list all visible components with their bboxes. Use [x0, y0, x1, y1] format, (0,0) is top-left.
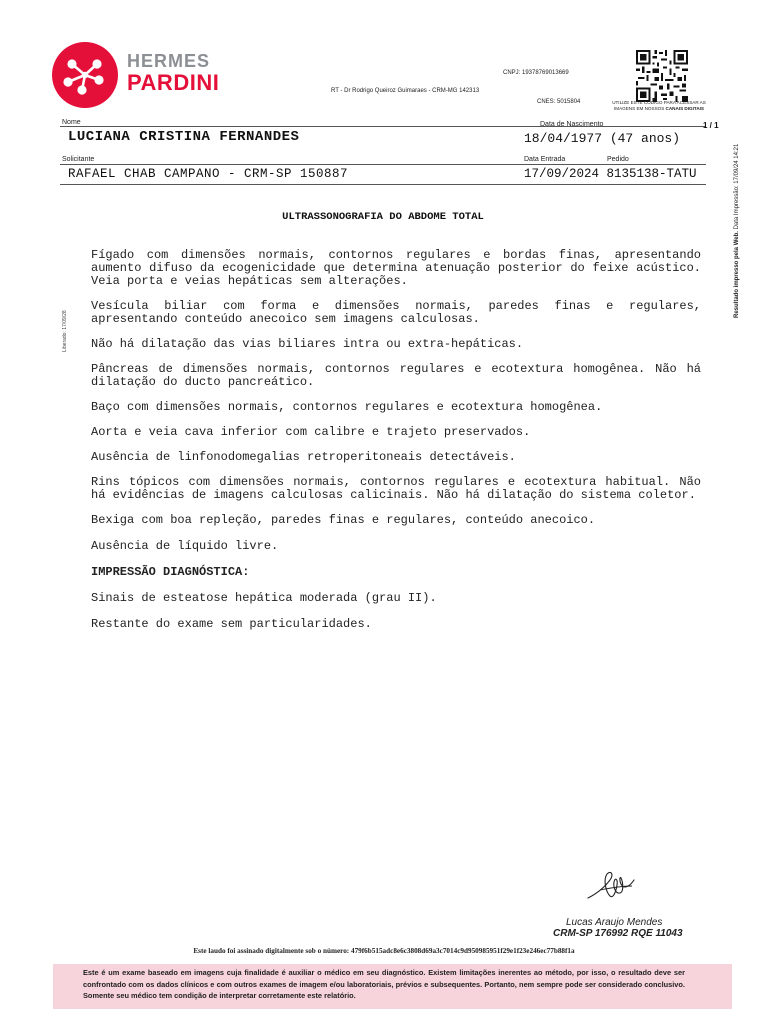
impression-line-2: Restante do exame sem particularidades.: [91, 617, 372, 631]
release-stamp-vertical: Liberado: 17/09/28: [62, 310, 68, 352]
finding-lymph-nodes: Ausência de linfonodomegalias retroperitoneais detectáveis.: [91, 450, 516, 464]
finding-aorta: Aorta e veia cava inferior com calibre e trajeto preservados.: [91, 425, 531, 439]
header-divider-middle: [60, 164, 706, 165]
order-label: Pedido: [607, 156, 629, 163]
handwritten-signature-icon: [586, 868, 636, 902]
finding-spleen: Baço com dimensões normais, contornos regulares e ecotextura homogênea.: [91, 400, 603, 414]
finding-kidneys: Rins tópicos com dimensões normais, contornos regulares e ecotextura habitual. Não há evidências de imagens calculosas calicinais. Não há dilatação do sistema coletor.: [91, 475, 701, 502]
print-date-text: Data Impressão: 17/09/24 14:21: [734, 143, 740, 232]
physician-name: Lucas Araujo Mendes: [566, 917, 663, 928]
entry-date-order: 17/09/2024 8135138-TATU: [524, 167, 697, 181]
finding-liver: Fígado com dimensões normais, contornos regulares e bordas finas, apresentando aumento difuso da ecogenicidade que determina atenuação posterior do feixe acústico. Veia porta e veias hepáticas sem alterações.: [91, 248, 701, 288]
report-body: [91, 249, 701, 631]
brand-name-line2: PARDINI: [127, 70, 220, 95]
finding-gallbladder: Vesícula biliar com forma e dimensões normais, paredes finas e regulares, apresentando conteúdo anecoico sem imagens calculosas.: [91, 299, 701, 326]
header-divider-bottom: [60, 184, 706, 185]
impression-heading: IMPRESSÃO DIAGNÓSTICA:: [91, 565, 250, 579]
qr-code-icon[interactable]: [636, 50, 688, 102]
birth-label: Data de Nascimento: [540, 121, 604, 128]
qr-caption: [604, 100, 714, 112]
digital-signature-line: Este laudo foi assinado digitalmente sob o número: 479f6b515adc8e6c3808d69a3c7014c9d950985951f29e1f23e246ec77b88f1a: [193, 947, 575, 955]
physician-crm: CRM-SP 176992 RQE 11043: [553, 928, 683, 939]
brand-name-line1: HERMES: [127, 51, 211, 71]
finding-bile-ducts: Não há dilatação das vias biliares intra ou extra-hepáticas.: [91, 337, 524, 351]
cnpj-text: CNPJ: 19378769013669: [503, 70, 569, 76]
name-label: Nome: [62, 119, 81, 126]
finding-bladder: Bexiga com boa repleção, paredes finas e regulares, conteúdo anecoico.: [91, 513, 596, 527]
print-info-vertical: [734, 118, 740, 318]
qr-caption-line2b: CANAIS DIGITAIS: [665, 106, 704, 111]
patient-name: LUCIANA CRISTINA FERNANDES: [68, 129, 300, 145]
impression-line-1: Sinais de esteatose hepática moderada (grau II).: [91, 591, 437, 605]
requesting-physician: RAFAEL CHAB CAMPANO - CRM-SP 150887: [68, 167, 349, 181]
disclaimer-text: Este é um exame baseado em imagens cuja finalidade é auxiliar o médico em seu diagnóstico. Existem limitações inerentes ao método, por isso, o resultado deve ser confrontado com os dados clínicos e com outros exames de imagem e/ou laboratoriais, prévios e subsequentes. Portanto, nem sempre pode ser considerado conclusivo. Somente seu médico tem condição de interpretar corretamente este relatório.: [83, 968, 685, 1000]
qr-caption-line1: UTILIZE ESTE CÓDIGO PARA ACESSAR AS: [612, 100, 706, 105]
qr-caption-line2a: IMAGENS EM NOSSOS: [613, 106, 666, 111]
header-divider-top: [60, 126, 706, 127]
report-title: ULTRASSONOGRAFIA DO ABDOME TOTAL: [282, 211, 484, 223]
finding-free-fluid: Ausência de líquido livre.: [91, 539, 279, 553]
hermes-pardini-logo-icon: [52, 42, 118, 108]
patient-birth-date: 18/04/1977 (47 anos): [524, 131, 681, 146]
responsible-technician: RT - Dr Rodrigo Queiroz Guimaraes - CRM-MG 142313: [331, 88, 480, 94]
finding-pancreas: Pâncreas de dimensões normais, contornos regulares e ecotextura homogênea. Não há dilatação do ducto pancreático.: [91, 362, 701, 389]
requester-label: Solicitante: [62, 156, 95, 163]
page-number: 1 / 1: [703, 121, 719, 130]
cnes-text: CNES: 5015804: [537, 99, 581, 105]
entry-date-label: Data Entrada: [524, 156, 566, 163]
printed-web-text: Resultado impresso pela Web.: [734, 231, 740, 318]
